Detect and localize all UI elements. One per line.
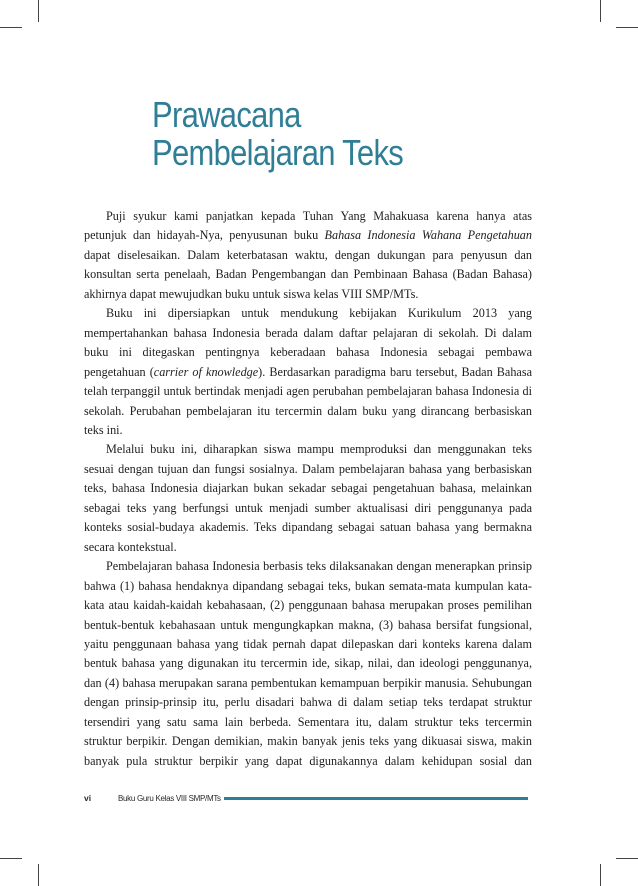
title-line-1: Prawacana	[152, 94, 301, 135]
page-footer	[84, 793, 532, 805]
crop-mark	[616, 858, 638, 859]
book-title-italic: Bahasa Indonesia Wahana Pengetahuan	[324, 228, 532, 243]
crop-mark	[600, 864, 601, 886]
paragraph	[84, 304, 532, 440]
paragraph	[84, 440, 532, 557]
crop-mark	[0, 27, 22, 28]
paragraph	[84, 207, 532, 304]
title-line-2: Pembelajaran Teks	[152, 132, 404, 173]
paragraph-text: dapat diselesaikan. Dalam keterbatasan waktu, dengan dukungan para penyusun dan konsultan serta penelaah, Badan Pengembangan dan Pembinaan Bahasa (Badan Bahasa) akhirnya dapat mewujudkan buku untuk siswa kelas VIII SMP/MTs.	[84, 247, 532, 301]
crop-mark	[0, 858, 22, 859]
paragraph-text: Melalui buku ini, diharapkan siswa mampu memproduksi dan menggunakan teks sesuai dengan tujuan dan fungsi sosialnya. Dalam pembelajaran bahasa yang berbasiskan teks, bahasa Indonesia diajarkan bukan sekadar sebagai pengetahuan bahasa, melainkan sebagai teks yang berfungsi untuk menjadi sumber aktualisasi diri penggunanya pada konteks sosial-budaya akademis. Teks dipandang sebagai satuan bahasa yang bermakna secara kontekstual.	[84, 442, 532, 554]
crop-mark	[38, 0, 39, 22]
body-text	[84, 207, 532, 771]
crop-mark	[616, 27, 638, 28]
crop-mark	[38, 864, 39, 886]
paragraph-text: Puji syukur kami panjatkan kepada Tuhan Yang Mahakuasa karena hanya atas petunjuk dan hidayah-Nya, penyusunan buku	[84, 209, 532, 243]
running-title: Buku Guru Kelas VIII SMP/MTs	[118, 794, 221, 803]
crop-mark	[600, 0, 601, 22]
paragraph-text: Pembelajaran bahasa Indonesia berbasis teks dilaksanakan dengan menerapkan prinsip bahwa (1) bahasa hendaknya dipandang sebagai teks, bukan semata-mata kumpulan kata-kata atau kaidah-kaidah kebahasaan, (2) penggunaan bahasa merupakan proses pemilihan bentuk-bentuk kebahasaan untuk mengungkapkan makna, (3) bahasa bersifat fungsional, yaitu penggunaan bahasa yang tidak pernah dapat dilepaskan dari konteks karena dalam bentuk bahasa yang digunakan itu tercermin ide, sikap, nilai, dan ideologi penggunanya, dan (4) bahasa merupakan sarana pembentukan kemampuan berpikir manusia. Sehubungan dengan prinsip-prinsip itu, perlu disadari bahwa di dalam setiap teks terdapat struktur tersendiri yang satu sama lain berbeda. Sementara itu, dalam struktur teks tercermin struktur berpikir. Dengan demikian, makin banyak jenis teks yang dikuasai siswa, makin banyak pula struktur berpikir yang dapat digunakannya dalam kehidupan sosial dan	[84, 559, 532, 768]
footer-rule	[224, 797, 528, 800]
paragraph-text: ). Berdasarkan paradigma baru tersebut, Badan Bahasa telah terpanggil untuk bertindak menjadi agen perubahan pembelajaran bahasa Indonesia di sekolah. Perubahan pembelajaran itu tercermin dalam buku yang dirancang berbasiskan teks ini.	[84, 364, 532, 437]
paragraph	[84, 557, 532, 771]
term-italic: carrier of knowledge	[153, 364, 259, 379]
paragraph-text: Buku ini dipersiapkan untuk mendukung kebijakan Kurikulum 2013 yang mempertahankan bahasa Indonesia berada dalam daftar pelajaran di sekolah. Di dalam buku ini ditegaskan pentingnya keberadaan bahasa Indonesia sebagai pembawa pengetahuan (	[84, 306, 532, 379]
page-title	[152, 96, 403, 172]
page-number: vi	[84, 793, 92, 803]
